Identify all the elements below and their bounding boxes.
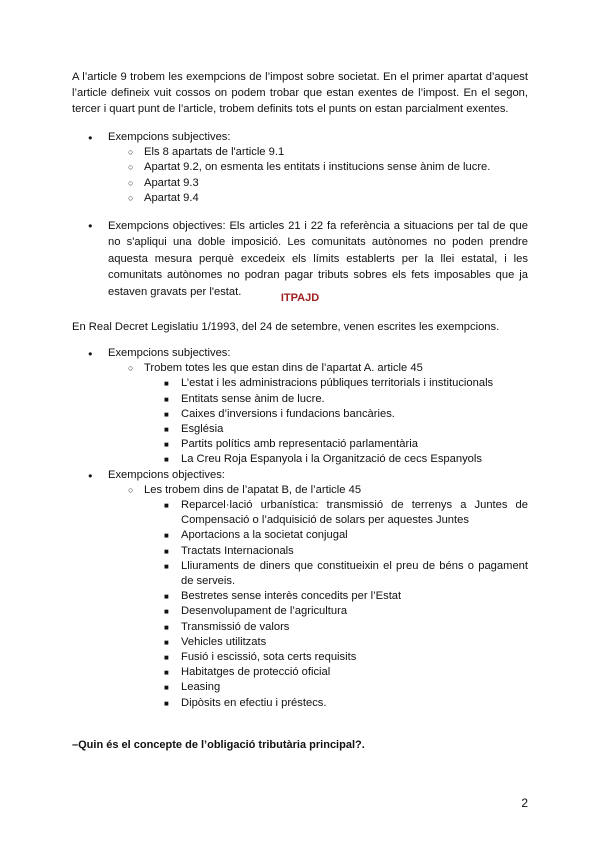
list-item: ■ Lliuraments de diners que constitueixin el preu de béns o pagament de serveis.: [144, 559, 528, 589]
page-number: 2: [521, 796, 528, 810]
itpajd-objectives-label: Exempcions objectives:: [108, 468, 225, 481]
list-item: [108, 361, 528, 467]
itpajd-objectives-items: [144, 498, 528, 711]
list-item: ○ Apartat 9.2, on esmenta les entitats i institucions sense ànim de lucre.: [108, 160, 528, 175]
list-item: [72, 130, 528, 206]
list-item: ■ Habitatges de protecció oficial: [144, 665, 528, 680]
itpajd-subjectives-items: [144, 376, 528, 467]
list-item: ■ L’estat i les administracions públiques territorials i institucionals: [144, 376, 528, 391]
intro-paragraph: A l’article 9 trobem les exempcions de l’impost sobre societat. En el primer apartat d’aquest l’article defineix vuit cossos on podem trobar que estan exentes de l’impost. En el segon, tercer i quart punt de l’article, trobem definits tots el punts on estan parcialment exentes.: [72, 71, 528, 115]
list-item: ■ Vehicles utilitzats: [144, 635, 528, 650]
is-exemptions-list: [72, 130, 528, 206]
list-item: ■ Bestretes sense interès concedits per l’Estat: [144, 589, 528, 604]
itpajd-exemptions-list: [72, 346, 528, 711]
list-item: ■ Fusió i escissió, sota certs requisits: [144, 650, 528, 665]
question-heading: –Quin és el concepte de l’obligació tributària principal?.: [72, 739, 365, 751]
list-item: ■ Caixes d’inversions i fundacions bancàries.: [144, 407, 528, 422]
list-item: ■ Tractats Internacionals: [144, 544, 528, 559]
itpajd-heading: ITPAJD: [280, 292, 320, 304]
itpajd-objectives-sub: Les trobem dins de l’apatat B, de l’article 45: [144, 483, 362, 496]
list-item: ■ Dipòsits en efectiu i préstecs.: [144, 696, 528, 711]
is-objectives-item: ● Exempcions objectives: Els articles 21 i 22 fa referència a situacions per tal de que no s'apliqui una doble imposició. Les comunitats autònomes no poden prendre aquesta mesura perquè excedeix els límits establerts per la llei estatal, i les comunitats autònomes no podran pagar tributs sobres els fets imposables que ja estaven gravats per l'estat.: [72, 218, 528, 300]
itpajd-subjectives-label: Exempcions subjectives:: [108, 347, 231, 359]
decret-paragraph: En Real Decret Legislatiu 1/1993, del 24 de setembre, venen escrites les exempcions.: [72, 321, 500, 333]
list-item: [72, 346, 528, 468]
list-item: ■ Leasing: [144, 680, 528, 695]
is-subjectives-label: Exempcions subjectives:: [108, 131, 231, 143]
list-item: ■ Partits polítics amb representació parlamentària: [144, 437, 528, 452]
is-objectives-list: [72, 218, 528, 300]
list-item: ■ Reparcel·lació urbanística: transmissió de terrenys a Juntes de Compensació o l’adquisició de solars per aquestes Juntes: [144, 498, 528, 528]
list-item: ■ Església: [144, 422, 528, 437]
is-subjectives-sublist: [108, 145, 528, 206]
list-item: ■ Aportacions a la societat conjugal: [144, 528, 528, 543]
list-item: [72, 468, 528, 711]
list-item: [108, 483, 528, 711]
itpajd-objectives-sublist: [108, 483, 528, 711]
list-item: ■ Desenvolupament de l’agricultura: [144, 604, 528, 619]
list-item: ■ Transmissió de valors: [144, 620, 528, 635]
itpajd-subjectives-sublist: [108, 361, 528, 467]
list-item: ○ Apartat 9.3: [108, 176, 528, 191]
list-item: ○ Apartat 9.4: [108, 191, 528, 206]
list-item: ■ La Creu Roja Espanyola i la Organització de cecs Espanyols: [144, 452, 528, 467]
list-item: ○ Els 8 apartats de l'article 9.1: [108, 145, 528, 160]
list-item: ■ Entitats sense ànim de lucre.: [144, 392, 528, 407]
itpajd-subjectives-sub: Trobem totes les que estan dins de l’apartat A. article 45: [144, 362, 423, 375]
